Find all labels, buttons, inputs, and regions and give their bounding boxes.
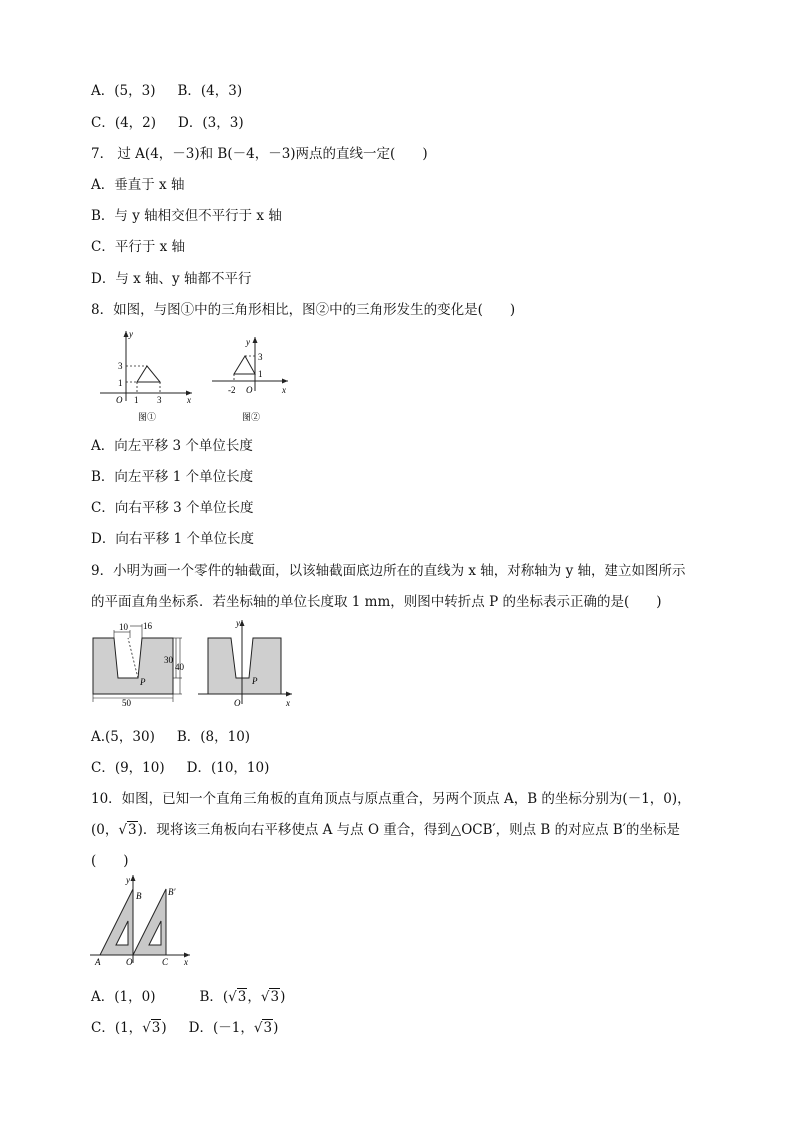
fig1-y-label: y [129,329,133,339]
q8-option-a: A．向左平移 3 个单位长度 [91,438,253,454]
q9-figures [88,618,298,708]
fig1-x-label: x [187,395,191,405]
q10-x-label: x [184,957,188,967]
q6-options-row1 [91,83,242,99]
q9-dim-16: 16 [143,621,152,631]
q6-option-a: A．(5，3) [91,83,156,99]
fig1-origin-label: O [116,395,123,405]
q9-stem-line2: 的平面直角坐标系．若坐标轴的单位长度取 1 mm，则图中转折点 P 的坐标表示正确的是( ) [91,594,662,610]
q8-option-b: B．向左平移 1 个单位长度 [91,469,254,485]
fig1-caption: 图① [138,412,157,422]
q10-y-label: y [126,875,130,885]
sqrt-3-symbol: √3 [142,1020,161,1036]
q9-options-row1 [91,729,250,745]
q10-stem2-start: (0， [91,822,119,838]
q8-stem: 8．如图，与图①中的三角形相比，图②中的三角形发生的变化是( ) [91,302,516,318]
fig2-origin-label: O [246,385,253,395]
fig1-x-tick-1: 1 [134,395,139,405]
q10-stem-line1: 10．如图，已知一个直角三角板的直角顶点与原点重合，另两个顶点 A，B 的坐标分别为(－1，0)， [91,791,691,807]
q7-option-c: C．平行于 x 轴 [91,239,186,255]
q9-stem-line1: 9．小明为画一个零件的轴截面，以该轴截面底边所在的直线为 x 轴，对称轴为 y 轴，建立如图所示 [91,563,686,579]
q9-figure-right [198,618,292,708]
sqrt-3-symbol: √3 [118,822,137,838]
q9-right-origin-label: O [234,698,241,708]
q6-option-b: B．(4，3) [177,83,243,99]
fig2-y-tick-3: 3 [258,352,263,362]
q10-stem2-end: )．现将该三角板向右平移使点 A 与点 O 重合，得到△OCB′，则点 B 的对应点 B′的坐标是 [137,822,680,838]
fig1-x-tick-3: 3 [157,395,162,405]
q9-option-a: A.(5，30) [91,729,155,745]
q9-right-y-label: y [236,618,240,628]
q8-option-d: D．向右平移 1 个单位长度 [91,531,254,547]
fig2-y-label: y [246,337,250,347]
sqrt-3-symbol: √3 [253,1020,273,1036]
q7-option-b: B．与 y 轴相交但不平行于 x 轴 [91,208,282,224]
q10-option-c: C．(1，√3) [91,1020,167,1036]
q10-b-label: B [136,891,142,901]
fig2-caption: 图② [242,412,261,422]
q9-dim-50: 50 [122,698,131,708]
q7-stem: 7． 过 A(4，－3)和 B(－4，－3)两点的直线一定( ) [91,146,428,162]
q10-o-label: O [126,957,133,967]
q10-a-label: A [95,957,101,967]
fig2-y-tick-1: 1 [258,369,263,379]
q9-option-c: C．(9，10) [91,760,165,776]
q8-option-c: C．向右平移 3 个单位长度 [91,500,254,516]
fig2-x-label: x [282,385,286,395]
q9-dim-30: 30 [164,655,173,665]
fig2-x-tick-minus2: -2 [228,385,236,395]
q9-option-b: B．(8，10) [176,729,251,745]
q9-right-p-label: P [252,676,258,686]
q10-option-a: A．(1，0) [91,989,156,1005]
q10-options-row2 [91,1020,278,1036]
sqrt-3-symbol: √3 [228,989,247,1005]
q10-option-b: B．(√3，√3) [199,989,286,1005]
q9-right-x-label: x [286,698,290,708]
q8-figures [100,325,300,430]
q10-option-d: D．(－1，√3) [188,1020,279,1036]
q10-stem-line3: ( ) [91,853,129,869]
q6-option-d: D．(3，3) [178,115,244,131]
q7-option-a: A．垂直于 x 轴 [91,177,185,193]
q7-option-d: D．与 x 轴、y 轴都不平行 [91,271,252,287]
q8-figure-2 [212,337,288,422]
fig1-y-tick-1: 1 [118,378,123,388]
q9-dim-10: 10 [119,622,128,632]
sqrt-3-symbol: √3 [260,989,280,1005]
sqrt-radicand: 3 [127,822,137,838]
q6-option-c: C．(4，2) [91,115,157,131]
q9-dim-40: 40 [175,662,184,672]
q9-option-d: D．(10，10) [186,760,270,776]
q9-left-p-label: P [140,677,146,687]
q10-figure [90,873,200,968]
q9-figure-left [93,621,185,708]
fig1-y-tick-3: 3 [118,361,123,371]
q10-c-label: C [162,957,169,967]
q10-bprime-label: B′ [168,887,176,897]
q10-stem-line2 [91,822,680,838]
q9-options-row2 [91,760,269,776]
q10-options-row1 [91,989,285,1005]
q8-figure-1 [100,329,192,422]
q6-options-row2 [91,115,244,131]
